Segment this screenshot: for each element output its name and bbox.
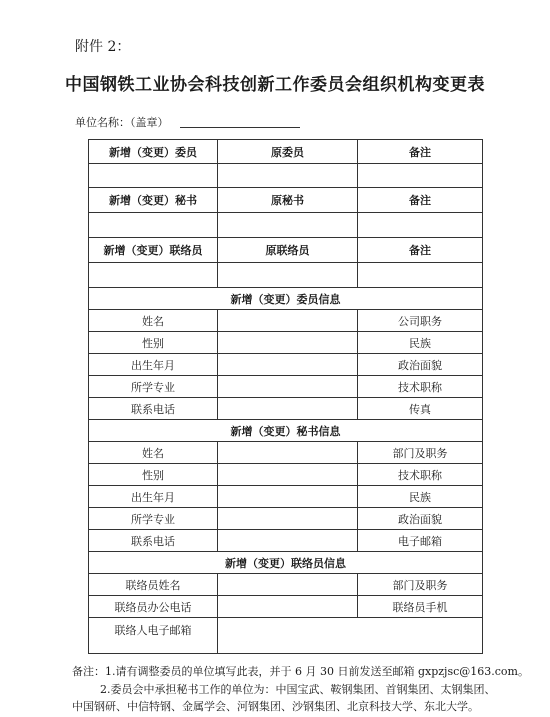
member-field-label: 性别	[89, 332, 218, 354]
liaison-remark-header: 备注	[358, 238, 483, 263]
old-secretary-header: 原秘书	[218, 188, 358, 213]
secretary-header-row	[89, 188, 483, 213]
secretary-field-value[interactable]	[218, 508, 358, 530]
secretary-info-row	[89, 508, 483, 530]
secretary-info-title: 新增（变更）秘书信息	[89, 420, 483, 442]
member-info-row	[89, 310, 483, 332]
liaison-field-value[interactable]	[218, 596, 358, 618]
secretary-field-label: 民族	[358, 486, 483, 508]
secretary-entry-row	[89, 213, 483, 238]
liaison-field-label: 部门及职务	[358, 574, 483, 596]
new-liaison-header: 新增（变更）联络员	[89, 238, 218, 263]
change-form-table	[88, 139, 483, 654]
old-member-header: 原委员	[218, 140, 358, 164]
member-field-value[interactable]	[218, 354, 358, 376]
member-field-label: 传真	[358, 398, 483, 420]
secretary-field-label: 出生年月	[89, 486, 218, 508]
note-line-1: 备注：1.请有调整委员的单位填写此表，并于 6 月 30 日前发送至邮箱 gxpzjsc@163.com。	[72, 665, 529, 678]
member-info-row	[89, 354, 483, 376]
unit-name-field[interactable]	[180, 127, 300, 128]
liaison-field-value[interactable]	[218, 574, 358, 596]
member-info-row	[89, 376, 483, 398]
liaison-info-title-row	[89, 552, 483, 574]
new-member-header: 新增（变更）委员	[89, 140, 218, 164]
secretary-field-label: 性别	[89, 464, 218, 486]
member-field-label: 出生年月	[89, 354, 218, 376]
member-info-title-row	[89, 288, 483, 310]
secretary-field-label: 部门及职务	[358, 442, 483, 464]
old-member-cell[interactable]	[218, 164, 358, 188]
old-secretary-cell[interactable]	[218, 213, 358, 238]
secretary-field-value[interactable]	[218, 486, 358, 508]
liaison-info-row	[89, 574, 483, 596]
members-header-row	[89, 140, 483, 164]
note-line-2: 2.委员会中承担秘书工作的单位为：中国宝武、鞍钢集团、首钢集团、太钢集团、	[100, 683, 496, 696]
secretary-field-value[interactable]	[218, 464, 358, 486]
liaison-info-title: 新增（变更）联络员信息	[89, 552, 483, 574]
secretary-remark-cell[interactable]	[358, 213, 483, 238]
secretary-field-value[interactable]	[218, 530, 358, 552]
liaison-email-value[interactable]	[218, 618, 483, 654]
secretary-info-row	[89, 486, 483, 508]
secretary-field-label: 技术职称	[358, 464, 483, 486]
member-field-label: 技术职称	[358, 376, 483, 398]
member-remark-cell[interactable]	[358, 164, 483, 188]
member-field-label: 公司职务	[358, 310, 483, 332]
new-liaison-cell[interactable]	[89, 263, 218, 288]
secretary-info-row	[89, 442, 483, 464]
member-field-label: 政治面貌	[358, 354, 483, 376]
member-field-value[interactable]	[218, 376, 358, 398]
member-field-value[interactable]	[218, 332, 358, 354]
liaison-email-row	[89, 618, 483, 654]
member-field-value[interactable]	[218, 310, 358, 332]
new-secretary-header: 新增（变更）秘书	[89, 188, 218, 213]
liaison-entry-row	[89, 263, 483, 288]
liaison-info-row	[89, 596, 483, 618]
liaison-header-row	[89, 238, 483, 263]
liaison-field-label: 联络员姓名	[89, 574, 218, 596]
unit-name-label: 单位名称：（盖章）	[75, 116, 169, 129]
member-field-label: 联系电话	[89, 398, 218, 420]
old-liaison-header: 原联络员	[218, 238, 358, 263]
member-info-title: 新增（变更）委员信息	[89, 288, 483, 310]
liaison-remark-cell[interactable]	[358, 263, 483, 288]
secretary-field-value[interactable]	[218, 442, 358, 464]
secretary-field-label: 联系电话	[89, 530, 218, 552]
liaison-email-label: 联络人电子邮箱	[89, 618, 218, 654]
member-field-label: 所学专业	[89, 376, 218, 398]
old-liaison-cell[interactable]	[218, 263, 358, 288]
note-line-3: 中国钢研、中信特钢、金属学会、河钢集团、沙钢集团、北京科技大学、东北大学。	[72, 700, 479, 713]
member-field-label: 民族	[358, 332, 483, 354]
page-title: 中国钢铁工业协会科技创新工作委员会组织机构变更表	[65, 75, 485, 95]
secretary-field-label: 电子邮箱	[358, 530, 483, 552]
attachment-label: 附件 2：	[75, 39, 131, 55]
liaison-field-label: 联络员手机	[358, 596, 483, 618]
member-info-row	[89, 398, 483, 420]
new-member-cell[interactable]	[89, 164, 218, 188]
secretary-info-row	[89, 530, 483, 552]
secretary-info-title-row	[89, 420, 483, 442]
secretary-info-row	[89, 464, 483, 486]
secretary-field-label: 政治面貌	[358, 508, 483, 530]
secretary-field-label: 姓名	[89, 442, 218, 464]
secretary-remark-header: 备注	[358, 188, 483, 213]
member-field-label: 姓名	[89, 310, 218, 332]
members-entry-row	[89, 164, 483, 188]
member-remark-header: 备注	[358, 140, 483, 164]
new-secretary-cell[interactable]	[89, 213, 218, 238]
member-field-value[interactable]	[218, 398, 358, 420]
secretary-field-label: 所学专业	[89, 508, 218, 530]
member-info-row	[89, 332, 483, 354]
liaison-field-label: 联络员办公电话	[89, 596, 218, 618]
